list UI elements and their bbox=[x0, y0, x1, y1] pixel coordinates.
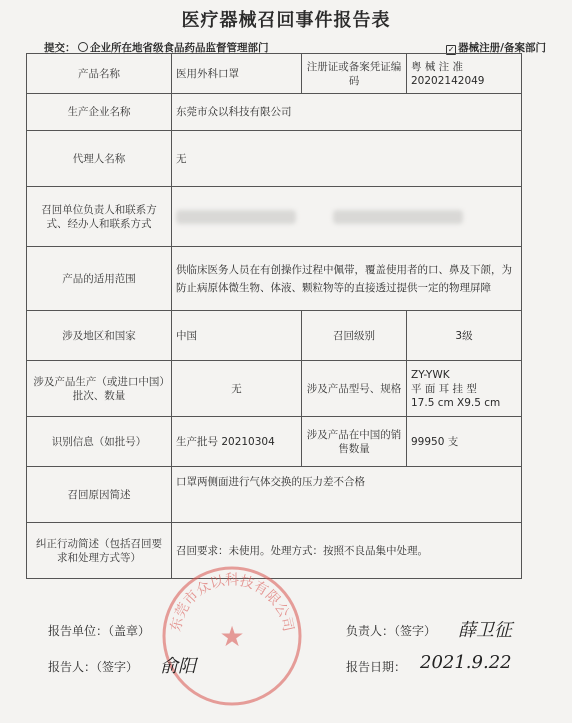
table-row bbox=[27, 131, 522, 187]
batch-label: 涉及产品生产（或进口中国）批次、数量 bbox=[27, 361, 172, 417]
table-row bbox=[27, 467, 522, 523]
product-name-value: 医用外科口罩 bbox=[172, 54, 302, 94]
registration-code-line1: 粤 械 注 准 bbox=[411, 60, 464, 73]
table-row bbox=[27, 187, 522, 247]
responsible-signature: 薛卫征 bbox=[458, 620, 512, 641]
radio-icon[interactable] bbox=[78, 42, 88, 52]
company-seal-stamp bbox=[152, 556, 312, 716]
table-row bbox=[27, 94, 522, 131]
report-unit-label: 报告单位：（盖章） bbox=[48, 624, 151, 638]
manufacturer-value: 东莞市众以科技有限公司 bbox=[172, 94, 522, 131]
contact-label: 召回单位负责人和联系方式、经办人和联系方式 bbox=[27, 187, 172, 247]
scope-value: 供临床医务人员在有创操作过程中佩带，覆盖使用者的口、鼻及下颌，为防止病原体微生物、体液、颗粒物等的直接透过提供一定的物理屏障 bbox=[172, 247, 522, 311]
checkbox-checked-icon[interactable]: ✓ bbox=[447, 45, 455, 54]
submit-option-provincial-label: 企业所在地省级食品药品监督管理部门 bbox=[90, 42, 269, 54]
identification-label: 识别信息（如批号） bbox=[27, 417, 172, 467]
region-label: 涉及地区和国家 bbox=[27, 311, 172, 361]
identification-value: 生产批号 20210304 bbox=[172, 417, 302, 467]
table-row bbox=[27, 311, 522, 361]
submit-option-registration-label: 器械注册/备案部门 bbox=[458, 42, 546, 54]
registration-code-value bbox=[407, 54, 522, 94]
recall-form-table bbox=[26, 53, 522, 579]
agent-label: 代理人名称 bbox=[27, 131, 172, 187]
reason-value: 口罩两侧面进行气体交换的压力差不合格 bbox=[172, 467, 522, 523]
report-date-label: 报告日期： bbox=[346, 660, 407, 674]
page-title: 医疗器械召回事件报告表 bbox=[181, 10, 391, 31]
table-row bbox=[27, 54, 522, 94]
recall-level-value: 3级 bbox=[407, 311, 522, 361]
seal-text: 东莞市众以科技有限公司 bbox=[168, 572, 296, 634]
table-row bbox=[27, 417, 522, 467]
report-date-value: 2021.9.22 bbox=[420, 652, 512, 673]
seal-star-icon: ★ bbox=[219, 620, 245, 653]
registration-code-label: 注册证或备案凭证编码 bbox=[302, 54, 407, 94]
responsible-label: 负责人：（签字） bbox=[346, 624, 437, 638]
contact-value-redacted bbox=[172, 187, 522, 247]
sales-quantity-label: 涉及产品在中国的销售数量 bbox=[302, 417, 407, 467]
table-row bbox=[27, 361, 522, 417]
model-value bbox=[407, 361, 522, 417]
reporter-signature: 俞阳 bbox=[160, 656, 196, 677]
agent-value: 无 bbox=[172, 131, 522, 187]
reporter-label: 报告人：（签字） bbox=[48, 660, 139, 674]
model-line1: ZY-YWK bbox=[411, 368, 450, 381]
recall-level-label: 召回级别 bbox=[302, 311, 407, 361]
reason-label: 召回原因简述 bbox=[27, 467, 172, 523]
action-label: 纠正行动简述（包括召回要求和处理方式等） bbox=[27, 523, 172, 579]
sales-quantity-value: 99950 支 bbox=[407, 417, 522, 467]
batch-value: 无 bbox=[172, 361, 302, 417]
redacted-block bbox=[333, 210, 463, 224]
model-line2: 平 面 耳 挂 型 bbox=[411, 382, 477, 395]
model-line3: 17.5 cm X9.5 cm bbox=[411, 396, 501, 409]
registration-code-line2: 20202142049 bbox=[411, 74, 485, 87]
manufacturer-label: 生产企业名称 bbox=[27, 94, 172, 131]
table-row bbox=[27, 247, 522, 311]
redacted-block bbox=[176, 210, 296, 224]
region-value: 中国 bbox=[172, 311, 302, 361]
submit-label: 提交： bbox=[44, 42, 76, 54]
action-value: 召回要求：未使用。处理方式：按照不良品集中处理。 bbox=[172, 523, 522, 579]
scope-label: 产品的适用范围 bbox=[27, 247, 172, 311]
model-label: 涉及产品型号、规格 bbox=[302, 361, 407, 417]
product-name-label: 产品名称 bbox=[27, 54, 172, 94]
